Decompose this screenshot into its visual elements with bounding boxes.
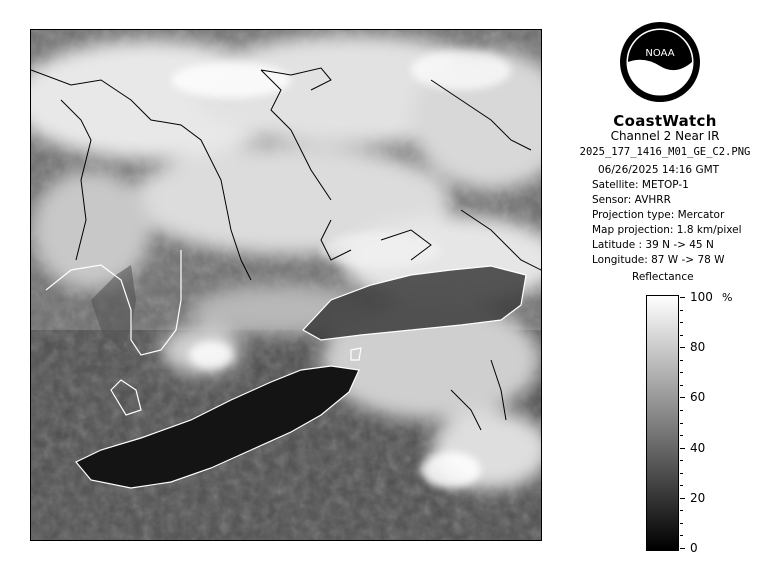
colorbar-minor-tick (680, 523, 683, 524)
colorbar-minor-tick (680, 385, 683, 386)
colorbar-minor-tick (680, 410, 683, 411)
projection-type-label: Projection type: Mercator (592, 209, 725, 221)
colorbar-tick-label: 80 (690, 340, 706, 355)
noaa-logo (618, 18, 702, 108)
reflectance-colorbar (646, 295, 679, 551)
colorbar-unit: % (722, 291, 733, 304)
colorbar-minor-tick (680, 372, 683, 373)
colorbar-minor-tick (680, 473, 683, 474)
colorbar-tick-label: 40 (690, 440, 706, 455)
colorbar-minor-tick (680, 510, 683, 511)
latitude-label: Latitude : 39 N -> 45 N (592, 239, 714, 251)
colorbar-tick (680, 448, 685, 449)
colorbar-tick (680, 297, 685, 298)
colorbar-tick-label: 0 (690, 541, 698, 555)
colorbar-tick-label: 60 (690, 390, 706, 405)
colorbar-title: Reflectance (632, 271, 694, 283)
colorbar-tick (680, 548, 685, 549)
colorbar-minor-tick (680, 535, 683, 536)
image-filename: 2025_177_1416_M01_GE_C2.PNG (579, 146, 751, 158)
satellite-map-svg (31, 30, 542, 541)
colorbar-minor-tick (680, 435, 683, 436)
product-title: CoastWatch (613, 112, 717, 130)
colorbar-tick-label: 100 (690, 290, 713, 304)
colorbar-tick (680, 397, 685, 398)
channel-label: Channel 2 Near IR (610, 129, 720, 143)
colorbar-minor-tick (680, 485, 683, 486)
colorbar-tick-label: 20 (690, 490, 706, 505)
longitude-label: Longitude: 87 W -> 78 W (592, 254, 725, 266)
colorbar-minor-tick (680, 322, 683, 323)
satellite-label: Satellite: METOP-1 (592, 179, 689, 191)
colorbar-minor-tick (680, 460, 683, 461)
colorbar-tick (680, 498, 685, 499)
colorbar-minor-tick (680, 310, 683, 311)
colorbar-minor-tick (680, 335, 683, 336)
colorbar-tick (680, 347, 685, 348)
noaa-logo-text: NOAA (645, 48, 675, 59)
colorbar-minor-tick (680, 360, 683, 361)
sensor-label: Sensor: AVHRR (592, 194, 671, 206)
map-projection-label: Map projection: 1.8 km/pixel (592, 224, 742, 236)
satellite-image (30, 29, 542, 541)
colorbar-minor-tick (680, 423, 683, 424)
acquisition-datetime: 06/26/2025 14:16 GMT (598, 164, 720, 176)
